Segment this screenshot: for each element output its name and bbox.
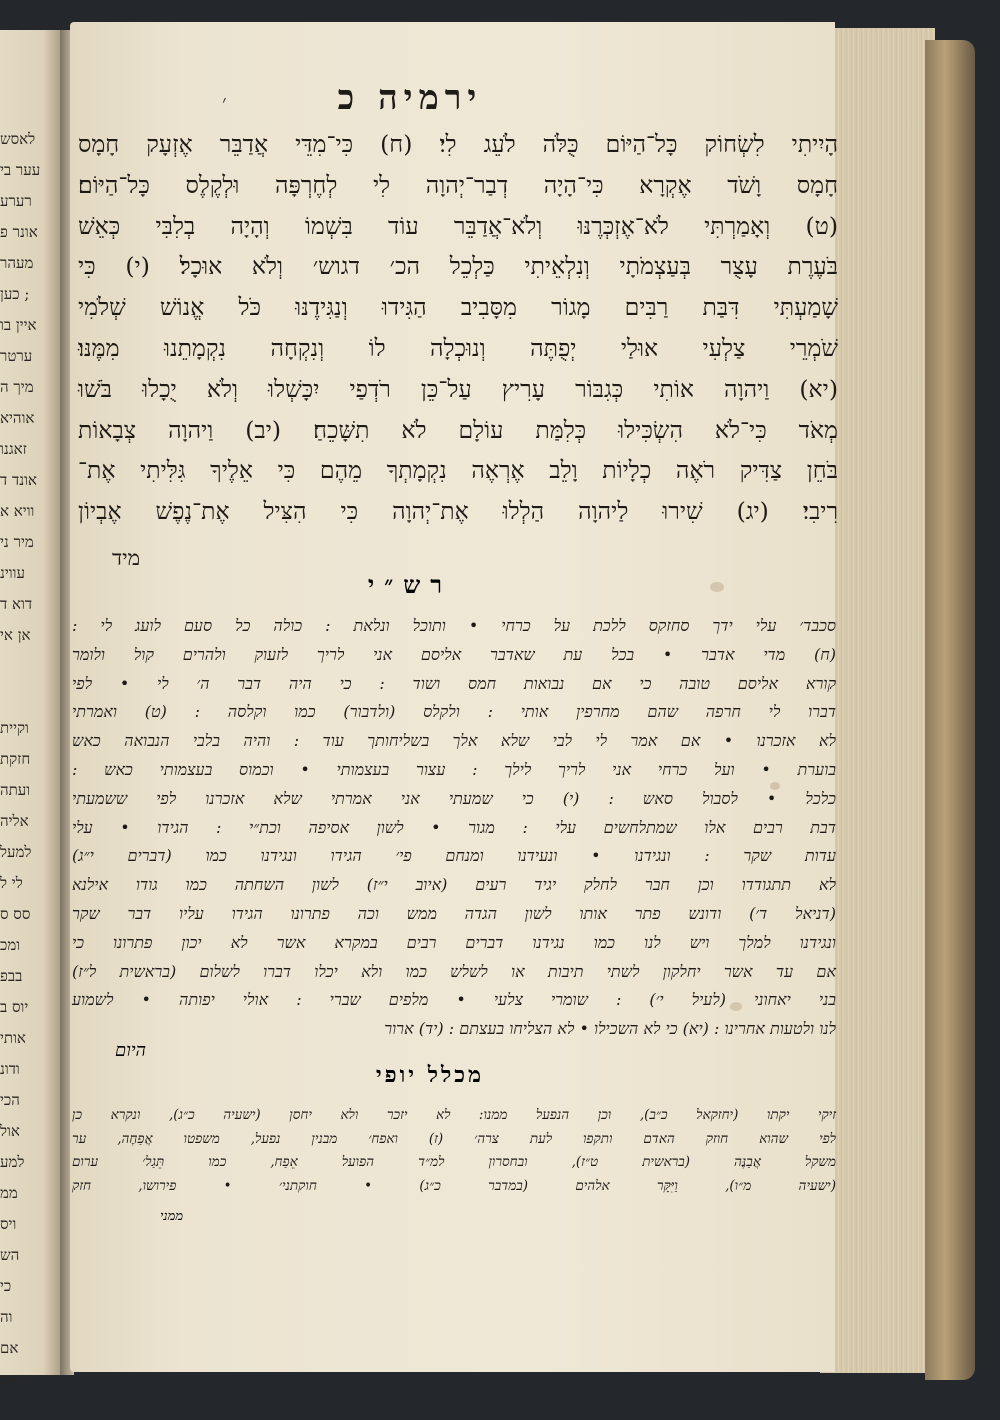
left-page-line bbox=[0, 686, 62, 708]
main-text-line: (יא) וַיהוָה אוֹתִי כְּגִבּוֹר עָרִיץ עַל־כֵּן רֹדְפַי יִכָּשְׁלוּ וְלֹא יֻכָלוּ בֹּשׁוּ bbox=[78, 374, 838, 403]
mikhlal-text-line: (ישעיה מ״ו), וַיִּקָּר אלהים (במדבר כ״ג) • חוקתני׳ • פירושו, חזק bbox=[72, 1177, 836, 1194]
left-page-line: אול bbox=[0, 1122, 20, 1140]
left-page-line: הכי bbox=[0, 1091, 20, 1109]
rashi-text-line: ונגידנו למלך ויש לנו כמו נגידנו דברים רבים במקרא אשר לא יכון פתרונו כי bbox=[72, 932, 836, 952]
aging-spot bbox=[710, 582, 724, 592]
left-page-line: אונד ד bbox=[0, 471, 37, 489]
left-page-line: ערטר bbox=[0, 347, 33, 365]
rashi-text-line: סכבד׳ עלי ידך סחזקס ללכת על כרחי • ותוכל ונלאת : כולה כל סעם לועג לי : bbox=[72, 616, 836, 635]
left-page-line: עער בי bbox=[0, 161, 41, 179]
main-text-line: רִיבִי׃ (יג) שִׁירוּ לַיהוָה הַלְלוּ אֶת־יְהוָה כִּי הִצִּיל אֶת־נֶפֶשׁ אֶבְיוֹן bbox=[78, 497, 838, 526]
main-text-line: (ט) וְאָמַרְתִּי לֹא־אֶזְכְּרֶנּוּ וְלֹא־אֲדַבֵּר עוֹד בִּשְׁמוֹ וְהָיָה בְלִבִּי כְּאֵשׁ bbox=[78, 211, 838, 240]
catchword-main: מיד bbox=[112, 546, 141, 570]
left-page-line: ודונ bbox=[0, 1060, 20, 1078]
stray-mark: ׳ bbox=[222, 90, 227, 114]
rashi-commentary-block bbox=[72, 612, 836, 1044]
left-page-line: אם bbox=[0, 1339, 19, 1357]
left-page-line: זאגנו bbox=[0, 440, 27, 458]
rashi-text-line: אם עד אשר יחלקון לשתי תיבות או לשלש כמו ולא יכלו דברו לשלום (בראשית ל״ז) bbox=[72, 961, 836, 981]
mikhlal-yofi-block bbox=[72, 1104, 836, 1198]
mikhlal-text-line: זיקי יקתו (יחזקאל כ״ב), וכן הנפעל ממנו: לא יזכר ולא יחסן (ישעיה כ״ג), ונקרא כן bbox=[72, 1107, 836, 1123]
left-page-line: לי ל bbox=[0, 874, 23, 892]
left-page-line: אליה bbox=[0, 812, 29, 830]
left-page-line: איין בו bbox=[0, 316, 37, 334]
main-text-line: מְאֹד כִּי־לֹא הִשְׂכִּילוּ כְּלִמַּת עוֹלָם לֹא תִשָּׁכֵחַ׃ (יב) וַיהוָה צְבָאוֹת bbox=[78, 415, 838, 444]
left-page-line: אס bbox=[0, 1370, 18, 1388]
left-page-line: וקיית bbox=[0, 719, 29, 737]
left-page-line: אונר פ bbox=[0, 223, 38, 241]
left-page-line: אן אי bbox=[0, 626, 31, 644]
left-page bbox=[0, 30, 62, 1388]
left-page-line: מיך ה bbox=[0, 378, 34, 396]
mikhlal-heading: מכלל יופי bbox=[375, 1062, 485, 1088]
left-page-line: חזקת bbox=[0, 750, 31, 768]
left-page-line: אוהיא bbox=[0, 409, 35, 427]
main-text-line: בֹּעֶרֶת עָצֻר בְּעַצְמֹתָי וְנִלְאֵיתִי כַּלְכֵל הכ׳ דגוש׳ וְלֹא אוּכָל׃ (י) כִּי bbox=[78, 252, 838, 281]
main-text-line: שָׁמַעְתִּי דִּבַּת רַבִּים מָגוֹר מִסָּבִיב הַגִּידוּ וְנַגִּידֶנּוּ כֹּל אֱנוֹשׁ שְׁלֹמִי bbox=[78, 293, 838, 322]
catchword-mikhlal: ממני bbox=[160, 1209, 184, 1224]
rashi-text-line: (דניאל ד׳) ודונש פתר אותו לשון הגדה ממש וכה פתרונו הגידו עליו דבר שקר bbox=[72, 903, 836, 923]
rashi-text-line: לא תתגודדו וכן חבר לחלק יגיד רעים (איוב י״ז) לשון השחתה כמו גודו אילנא bbox=[72, 875, 836, 895]
left-page-line: וויא א bbox=[0, 502, 35, 520]
rashi-text-line: (ח) מדי אדבר • בכל עת שאדבר אליסם אני לריך לזעוק ולהרים קול ולומר bbox=[72, 644, 836, 664]
rashi-text-line: דברו לי חרפה שהם מחרפין אותי : ולקלס (ולדבור) כמו וקלסה : (ט) ואמרתי bbox=[72, 702, 836, 722]
left-page-line: לאסש bbox=[0, 130, 36, 148]
left-page-line: סס ס bbox=[0, 905, 31, 923]
left-page-line: בבפ bbox=[0, 967, 23, 985]
left-page-line: דוא ד bbox=[0, 595, 33, 613]
main-text-line: חָמָס וָשֹׁד אֶקְרָא כִּי־הָיָה דְבַר־יְהוָה לִי לְחֶרְפָּה וּלְקֶלֶס כָּל־הַיּוֹם׃ bbox=[78, 170, 838, 199]
left-page-line: למעל bbox=[0, 843, 32, 861]
left-page-line: מיר ני bbox=[0, 533, 34, 551]
left-page-line: רערע bbox=[0, 192, 32, 210]
rashi-text-line: דבת רבים אלו שמתלחשים עלי : מגור • לשון אסיפה וכת״י : הגידו • עלי bbox=[72, 817, 836, 837]
left-page-line: כי bbox=[0, 1277, 12, 1295]
main-text-line: הָיִיתִי לִשְׂחוֹק כָּל־הַיּוֹם כֻּלֹּה לֹעֵג לִי׃ (ח) כִּי־מִדֵּי אֲדַבֵּר אֶזְעָק חָמָס bbox=[78, 130, 838, 158]
left-page-line: מעהר bbox=[0, 254, 34, 272]
rashi-text-line: בוערת • ועל כרחי אני לריך לילך : עצור בעצמותי • וכמוס בעצמותי כאש : bbox=[72, 759, 837, 779]
rashi-text-line: לנו ולטעות אחרינו : (יא) כי לא השכילו • לא הצליחו בעצתם : (יד) ארור bbox=[384, 1019, 836, 1039]
rashi-text-line: קורא אליסם טובה כי אם נבואות חמס ושוד : כי היה דבר ה׳ לי • לפי bbox=[72, 673, 837, 693]
rashi-text-line: בני יאחוני (לעיל י׳) : שומרי צלעי • מלפים שברי : אולי יפותה • לשמוע bbox=[72, 990, 836, 1010]
left-page-line: יוס ב bbox=[0, 998, 29, 1016]
rashi-text-line: כלכל • לסבול סאש : (י) כי שמעתי אני אמרתי שלא אזכרנו לפי ששמעתי bbox=[72, 788, 836, 808]
main-text-line: שֹׁמְרֵי צַלְעִי אוּלַי יְפֻתֶּה וְנוּכְלָה לוֹ וְנִקְחָה נִקְמָתֵנוּ מִמֶּנּוּ׃ bbox=[78, 333, 838, 362]
rashi-heading: רש״י bbox=[367, 570, 453, 599]
mikhlal-text-line: משקל אֲבַנֶּה (בראשית ט״ז), ובחסרון למ״ד הפועל אֵפַח, כמו תֵּגַל׳ ערום bbox=[72, 1154, 836, 1170]
catchword-rashi: היום bbox=[115, 1040, 147, 1061]
rashi-text-line: לא אזכרנו • אם אמר לי לבי שלא אלך בשליחותך עוד : והיה בלבי הנבואה כאש bbox=[72, 731, 836, 751]
running-head: ירמיה כ bbox=[337, 78, 483, 118]
rashi-text-line: עדות שקר : ונגידנו • ונעידנו ומנחם פי׳ הגידו ונגידנו כמו (דברים י״ג) bbox=[72, 846, 836, 866]
book-cover-edge bbox=[925, 40, 975, 1380]
mikhlal-text-line: לפי שהוא חוזק האדם ותקפו לעת צרה׳ (ז) ואפח׳ מבנין נפעל, משפטו אֲפַחֶה, ער bbox=[72, 1130, 836, 1147]
left-page-line bbox=[0, 655, 62, 677]
left-page-line: וה bbox=[0, 1308, 13, 1326]
main-text-block bbox=[78, 124, 838, 532]
left-page-line: למע bbox=[0, 1153, 25, 1171]
left-page-line: ממ bbox=[0, 1184, 18, 1202]
left-page-line: הש bbox=[0, 1246, 20, 1264]
left-page-line: ומכ bbox=[0, 936, 21, 954]
left-page-line: עווינ bbox=[0, 564, 25, 582]
main-text-line: בֹּחֵן צַדִּיק רֹאֶה כְלָיוֹת וָלֵב אֶרְאֶה נִקְמָתְךָ מֵהֶם כִּי אֵלֶיךָ גִּלִּיתִי אֶת־ bbox=[78, 456, 838, 485]
left-page-line: אותי bbox=[0, 1029, 26, 1047]
left-page-line: כען ; bbox=[0, 285, 30, 303]
left-page-line: ועתה bbox=[0, 781, 31, 799]
left-page-line: ויס bbox=[0, 1215, 17, 1233]
